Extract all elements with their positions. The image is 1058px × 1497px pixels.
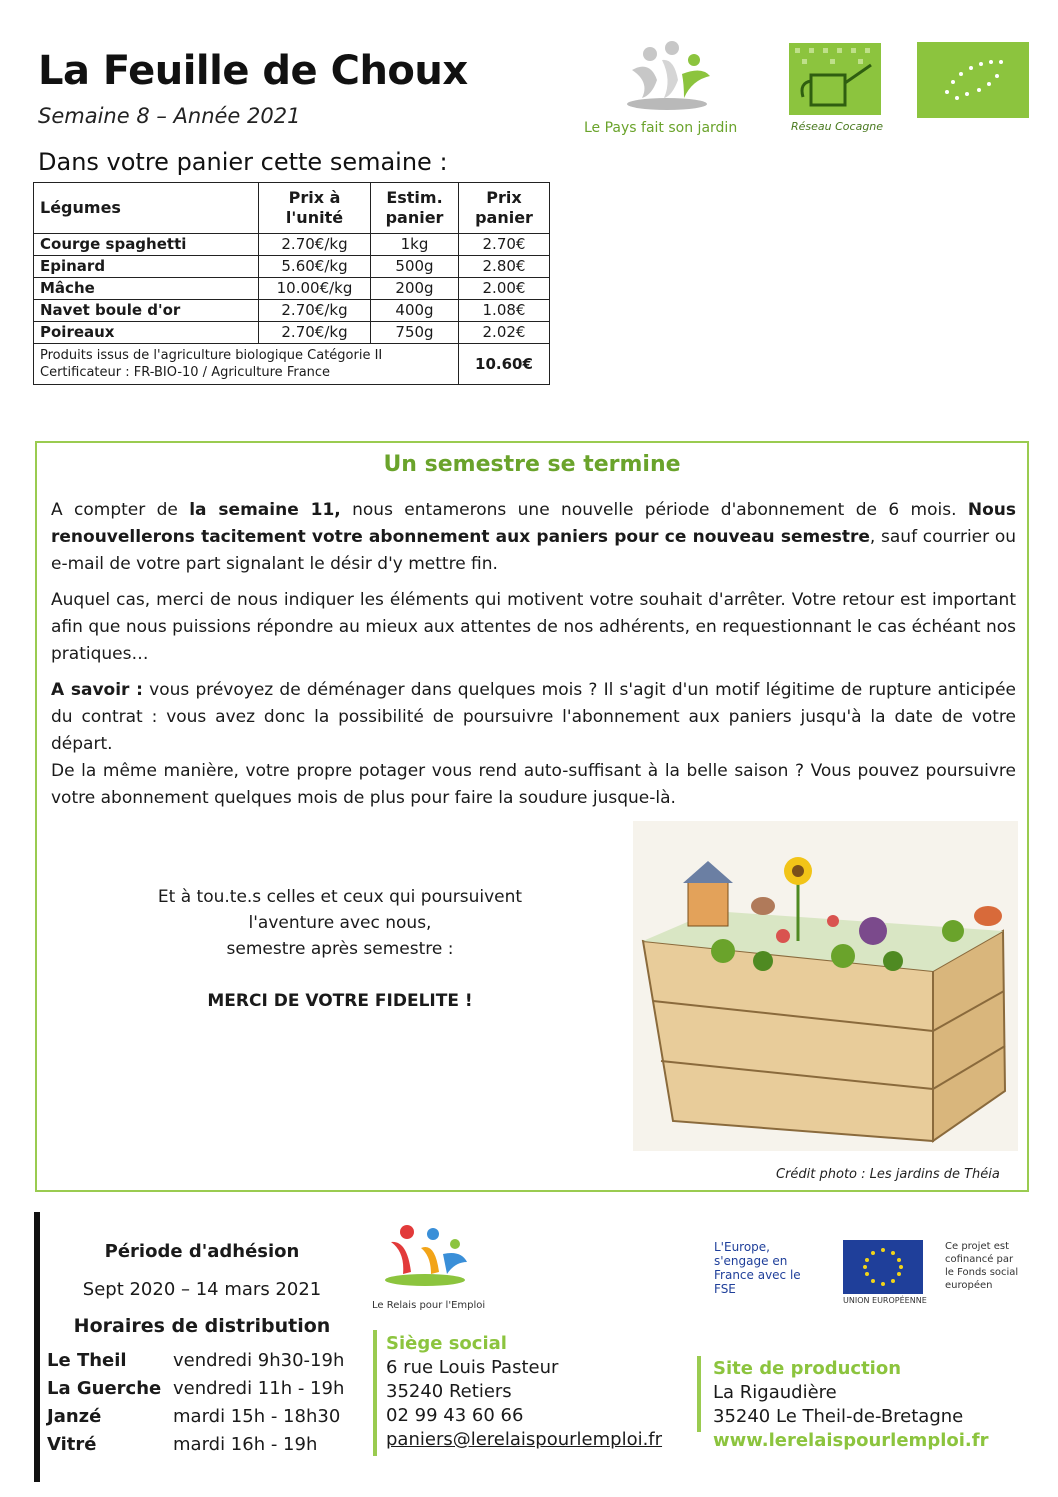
eu-funding-note: Ce projet est cofinancé par le Fonds social européen [945,1241,1019,1291]
table-row [34,256,550,278]
text-run-bold: Nous renouvellerons tacitement votre abonnement aux paniers pour ce nouveau semestre [51,500,1017,547]
schedule-item [47,1350,344,1371]
certification-line-2: Certificateur : FR-BIO-10 / Agriculture France [40,365,331,380]
text-run: nous entamerons une nouvelle période d'abonnement de 6 mois. [340,500,968,520]
pays-fait-son-jardin-logo [612,40,722,120]
distribution-hours-title: Horaires de distribution [73,1315,331,1337]
table-header-row [34,183,550,234]
col-header-estimate: Estim. panier [371,183,459,234]
head-office-city: 35240 Retiers [386,1381,512,1402]
table-row [34,300,550,322]
cell-unit: 2.70€/kg [259,300,371,322]
cell-price: 2.02€ [459,322,550,344]
text-run-bold: la semaine 11, [189,500,341,520]
schedule-item [47,1434,317,1455]
text-run-bold: A savoir : [51,680,143,700]
article-paragraph-3 [51,677,1016,758]
thanks-line-1: Et à tou.te.s celles et ceux qui poursuivent [157,887,523,907]
schedule-time: vendredi 9h30-19h [173,1350,345,1371]
schedule-time: vendredi 11h - 19h [173,1378,345,1399]
europe-engage-label: L'Europe, s'engage en France avec le FSE [714,1240,801,1296]
website-link[interactable]: www.lerelaispourlemploi.fr [713,1430,989,1451]
membership-period-dates: Sept 2020 – 14 mars 2021 [82,1279,322,1300]
photo-credit: Crédit photo : Les jardins de Théia [776,1167,1000,1182]
site-divider [697,1356,701,1432]
production-site-place: La Rigaudière [713,1382,837,1403]
schedule-place: Vitré [47,1434,97,1455]
cell-price: 2.80€ [459,256,550,278]
thanks-line-2: l'aventure avec nous, [248,913,432,933]
schedule-place: Le Theil [47,1350,127,1371]
eu-flag-icon [843,1240,923,1294]
head-office-title: Siège social [386,1333,507,1354]
basket-total: 10.60€ [459,344,550,385]
table-footer-row [34,344,550,385]
production-site-title: Site de production [713,1358,902,1379]
production-site-address [713,1357,988,1453]
contact-email-link[interactable]: paniers@lerelaispourlemploi.fr [386,1429,663,1450]
cell-price: 2.70€ [459,234,550,256]
cell-name: Poireaux [34,322,259,344]
schedule-item [47,1378,344,1399]
cell-qty: 200g [371,278,459,300]
table-row [34,234,550,256]
head-office-street: 6 rue Louis Pasteur [386,1357,559,1378]
eu-union-label: UNION EUROPÉENNE [843,1296,927,1305]
certification-line-1: Produits issus de l'agriculture biologique Catégorie II [40,348,383,363]
article-paragraph-1 [51,497,1016,578]
cell-unit: 2.70€/kg [259,234,371,256]
cell-unit: 10.00€/kg [259,278,371,300]
siege-divider [373,1330,377,1456]
issue-subtitle: Semaine 8 – Année 2021 [38,104,301,128]
page-title: La Feuille de Choux [38,48,468,94]
membership-period-title: Période d'adhésion [104,1241,300,1262]
article-title: Un semestre se termine [383,452,681,477]
reseau-cocagne-label: Réseau Cocagne [791,120,884,133]
schedule-place: Janzé [47,1406,102,1427]
cell-name: Epinard [34,256,259,278]
schedule-time: mardi 16h - 19h [173,1434,318,1455]
thanks-message [100,884,580,962]
text-run: , sauf courrier ou e-mail de votre part signalant le désir d'y mettre fin. [51,527,1016,574]
europe-engage-logo [714,1240,824,1300]
col-header-unit-price: Prix à l'unité [259,183,371,234]
reseau-cocagne-logo [789,43,881,115]
col-header-price: Prix panier [459,183,550,234]
schedule-time: mardi 15h - 18h30 [173,1406,341,1427]
thanks-line-3: semestre après semestre : [226,939,454,959]
cell-name: Mâche [34,278,259,300]
cell-unit: 2.70€/kg [259,322,371,344]
schedule-place: La Guerche [47,1378,162,1399]
certification-note [34,344,459,385]
text-run: vous prévoyez de déménager dans quelques mois ? Il s'agit d'un motif légitime de rupture anticipée du contrat : vous avez donc la possibilité de poursuivre l'abonnement aux paniers jusqu'à la date de votre départ. [51,680,1016,754]
table-row [34,278,550,300]
footer-divider [34,1212,40,1482]
production-site-city: 35240 Le Theil-de-Bretagne [713,1406,964,1427]
relais-pour-emploi-label: Le Relais pour l'Emploi [372,1300,486,1311]
text-run: A compter de [51,500,190,520]
cell-qty: 500g [371,256,459,278]
cell-name: Courge spaghetti [34,234,259,256]
table-row [34,322,550,344]
cell-unit: 5.60€/kg [259,256,371,278]
schedule-item [47,1406,340,1427]
price-table [33,182,550,385]
merci-message: MERCI DE VOTRE FIDELITE ! [207,991,473,1011]
article-paragraph-2: Auquel cas, merci de nous indiquer les éléments qui motivent votre souhait d'arrêter. Votre retour est important afin que nous puissions répondre au mieux aux attentes de nos adhérents, en requestionnant le cas échéant nos pratiques… [51,590,1016,664]
col-header-vegetables: Légumes [34,183,259,234]
head-office-phone: 02 99 43 60 66 [386,1405,524,1426]
cell-name: Navet boule d'or [34,300,259,322]
cell-price: 2.00€ [459,278,550,300]
cell-qty: 750g [371,322,459,344]
cell-price: 1.08€ [459,300,550,322]
cell-qty: 1kg [371,234,459,256]
garden-crate-illustration [633,821,1018,1151]
head-office-address [386,1332,662,1452]
relais-pour-emploi-logo [377,1222,473,1290]
eu-organic-leaf-logo [917,42,1029,118]
article-paragraph-4: De la même manière, votre propre potager vous rend auto-suffisant à la belle saison ? Vous pouvez poursuivre votre abonnement quelques mois de plus pour faire la soudure jusque-là. [51,761,1016,808]
cell-qty: 400g [371,300,459,322]
basket-heading: Dans votre panier cette semaine : [38,148,448,176]
pays-fait-son-jardin-label: Le Pays fait son jardin [584,120,738,136]
